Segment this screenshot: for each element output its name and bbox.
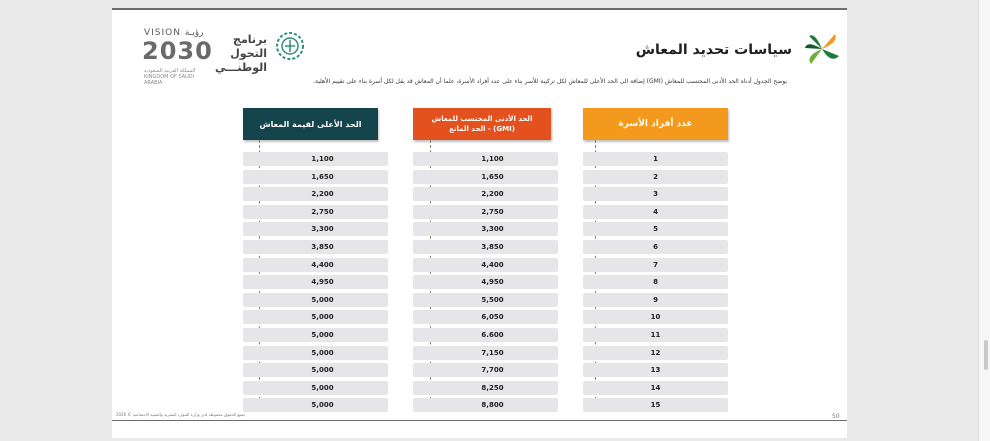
max-value-cell: 1,100 xyxy=(243,152,388,166)
min-value-cell: 4,400 xyxy=(413,258,558,272)
max-value-cell: 5,000 xyxy=(243,398,388,412)
min-value-cell: 8,250 xyxy=(413,381,558,395)
column-min-values xyxy=(413,152,558,416)
vision-year: 2030 xyxy=(142,37,213,65)
vision-2030-logo xyxy=(142,28,222,86)
min-value-cell: 7,150 xyxy=(413,346,558,360)
max-value-cell: 3,850 xyxy=(243,240,388,254)
max-value-cell: 5,000 xyxy=(243,310,388,324)
vision-kingdom: المملكة العربية السعودية KINGDOM OF SAUDI ARABIA xyxy=(144,68,196,86)
max-value-cell: 5,000 xyxy=(243,346,388,360)
family-size-cell: 1 xyxy=(583,152,728,166)
column-family-sizes xyxy=(583,152,728,416)
min-value-cell: 1,650 xyxy=(413,170,558,184)
family-size-cell: 14 xyxy=(583,381,728,395)
family-size-cell: 15 xyxy=(583,398,728,412)
family-size-cell: 12 xyxy=(583,346,728,360)
family-size-cell: 13 xyxy=(583,363,728,377)
family-size-cell: 10 xyxy=(583,310,728,324)
family-size-cell: 4 xyxy=(583,205,728,219)
header-min-line2: (GMI) - الحد المانع xyxy=(449,125,515,133)
min-value-cell: 1,100 xyxy=(413,152,558,166)
min-value-cell: 2,200 xyxy=(413,187,558,201)
family-size-cell: 3 xyxy=(583,187,728,201)
max-value-cell: 3,300 xyxy=(243,222,388,236)
min-value-cell: 4,950 xyxy=(413,275,558,289)
family-size-cell: 8 xyxy=(583,275,728,289)
page-title: سياسات تحديد المعاش xyxy=(635,42,792,58)
min-value-cell: 2,750 xyxy=(413,205,558,219)
min-value-cell: 3,850 xyxy=(413,240,558,254)
max-value-cell: 2,200 xyxy=(243,187,388,201)
family-size-cell: 2 xyxy=(583,170,728,184)
min-value-cell: 3,300 xyxy=(413,222,558,236)
header-family-size: عدد أفراد الأسرة xyxy=(583,108,728,140)
copyright-footer: جميع الحقوق محفوظة لدى وزارة الموارد البشرية والتنمية الاجتماعية © 2020 xyxy=(116,412,246,417)
program-line2: الوطنـــي xyxy=(214,61,267,74)
min-value-cell: 8,800 xyxy=(413,398,558,412)
max-value-cell: 2,750 xyxy=(243,205,388,219)
scrollbar-thumb[interactable] xyxy=(984,340,988,370)
slide-page xyxy=(112,8,847,438)
vision-line1: VISION رؤيـة xyxy=(144,28,204,38)
max-value-cell: 1,650 xyxy=(243,170,388,184)
header-min-line1: الحد الأدنى المحتسب للمعاش xyxy=(431,115,533,123)
family-size-cell: 5 xyxy=(583,222,728,236)
max-value-cell: 5,000 xyxy=(243,293,388,307)
max-value-cell: 5,000 xyxy=(243,363,388,377)
scrollbar-track[interactable] xyxy=(978,0,990,441)
program-line1: برنامج التحول xyxy=(230,33,267,60)
max-value-cell: 4,950 xyxy=(243,275,388,289)
ntp-seal-icon xyxy=(274,30,306,62)
family-size-cell: 7 xyxy=(583,258,728,272)
ministry-leaf-logo-icon xyxy=(801,28,843,70)
min-value-cell: 6.600 xyxy=(413,328,558,342)
table-description: يوضح الجدول أدناه الحد الأدنى المحتسب للمعاش (GMI) إضافة الى الحد الأعلى للمعاش لكل تركيبة للأسر بناء على عدد أفراد الأسرة، علما أن المعاش قد يقل لكل أسرة بناء على تقييم الأهلية. xyxy=(313,78,787,85)
program-logo-text xyxy=(214,33,267,75)
top-divider xyxy=(112,8,847,10)
max-value-cell: 4,400 xyxy=(243,258,388,272)
min-value-cell: 6,050 xyxy=(413,310,558,324)
page-number: 50 xyxy=(832,413,840,420)
header-min-gmi xyxy=(413,108,551,140)
family-size-cell: 6 xyxy=(583,240,728,254)
bottom-divider xyxy=(112,420,847,421)
header-max-pension: الحد الأعلى لقيمة المعاش xyxy=(243,108,378,140)
column-max-values xyxy=(243,152,388,416)
min-value-cell: 5,500 xyxy=(413,293,558,307)
max-value-cell: 5,000 xyxy=(243,381,388,395)
family-size-cell: 11 xyxy=(583,328,728,342)
max-value-cell: 5,000 xyxy=(243,328,388,342)
family-size-cell: 9 xyxy=(583,293,728,307)
min-value-cell: 7,700 xyxy=(413,363,558,377)
